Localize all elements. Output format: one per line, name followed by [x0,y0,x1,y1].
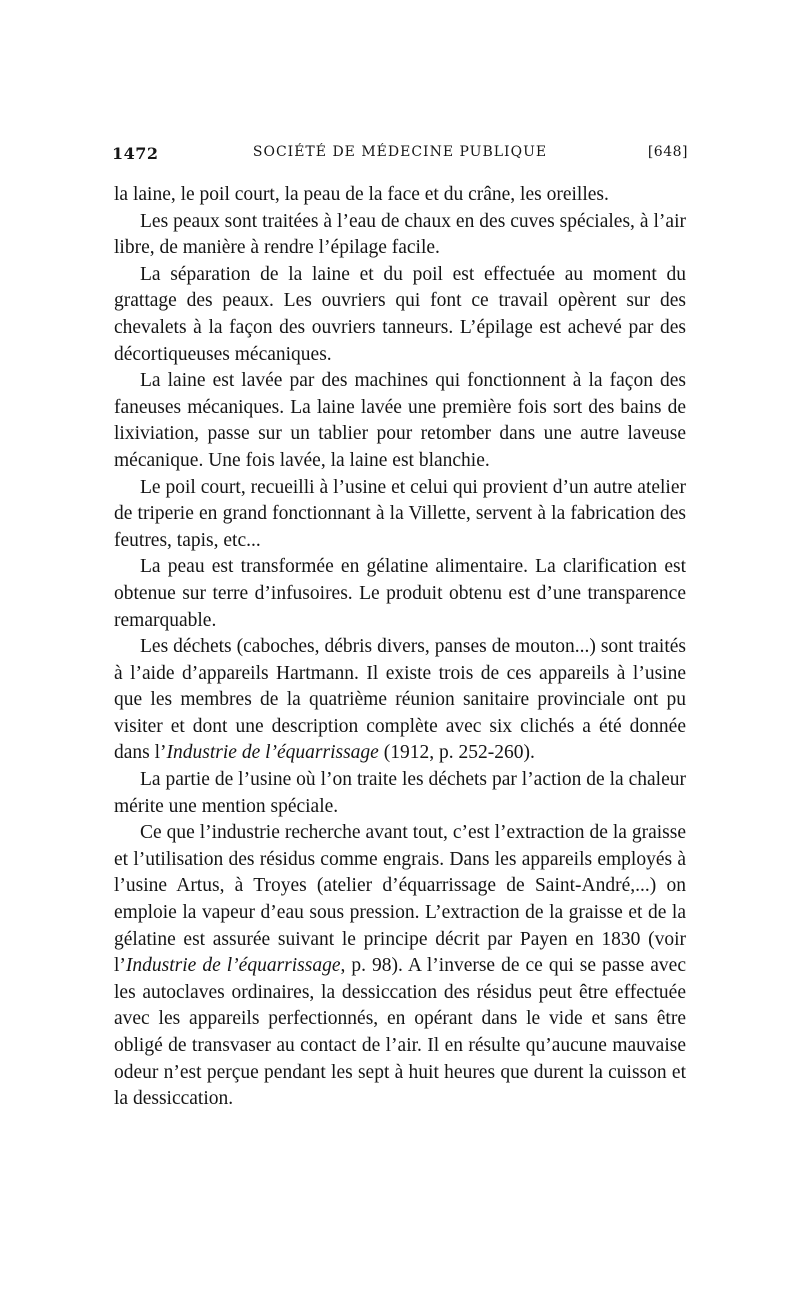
body-text [114,182,686,1113]
running-header [112,144,688,168]
paragraph-gelatin: La peau est transformée en gélatine alimentaire. La clarification est obtenue sur terre d’infusoires. Le produit obtenu est d’une transparence remarquable. [114,556,686,631]
paragraph-grease-conclusion: , p. 98). A l’inverse de ce qui se passe avec les autoclaves ordinaires, la dessiccation des résidus peut être effectuée avec les appareils perfectionnés, en opérant dans le vide et sans être obligé de transvaser au contact de l’air. Il en résulte qu’aucune mauvaise odeur n’est perçue pendant les sept à huit heures que durent la cuisson et la dessiccation. [114,955,686,1110]
paragraph-heat-treatment: La partie de l’usine où l’on traite les déchets par l’action de la chaleur mérite une mention spéciale. [114,769,686,817]
journal-citation: Industrie de l’équarrissage [166,742,379,764]
paragraph-wool-parts: la laine, le poil court, la peau de la face et du crâne, les oreilles. [114,184,609,205]
paragraph-waste [114,634,686,767]
citation-reference: (1912, p. 252-260). [378,742,535,764]
paragraph-separation: La séparation de la laine et du poil est effectuée au moment du grattage des peaux. Les ouvriers qui font ce travail opèrent sur des chevalets à la façon des ouvriers tanneurs. L’épilage est achevé par des décortiqueuses mécaniques. [114,263,686,365]
journal-title: SOCIÉTÉ DE MÉDECINE PUBLIQUE [252,144,548,160]
paragraph-waste-text: Les déchets (caboches, débris divers, panses de mouton...) sont traités à l’aide d’appareils Hartmann. Il existe trois de ces appareils à l’usine que les membres de la quatrième réunion sanitaire provinciale ont pu visiter et dont une description complète avec six clichés a été donnée dans l’ [114,636,686,764]
paragraph-lime-water: Les peaux sont traitées à l’eau de chaux en des cuves spéciales, à l’air libre, de manière à rendre l’épilage facile. [114,210,686,259]
paragraph-short-hair: Le poil court, recueilli à l’usine et celui qui provient d’un autre atelier de triperie en grand fonctionnant à la Villette, servent à la fabrication des feutres, tapis, etc... [114,476,686,551]
journal-citation: Industrie de l’équarrissage [125,955,341,977]
paragraph-grease-text: Ce que l’industrie recherche avant tout, c’est l’extraction de la graisse et l’utilisation des résidus comme engrais. Dans les appareils employés à l’usine Artus, à Troyes (atelier d’équarrissage de Saint-André,...) on emploie la vapeur d’eau sous pression. L’extraction de la graisse et de la gélatine est assurée suivant le principe décrit par Payen en 1830 (voir l’ [114,822,686,977]
paragraph-grease-extraction [114,820,686,1113]
paragraph-wool-washing: La laine est lavée par des machines qui fonctionnent à la façon des faneuses mécaniques. La laine lavée une première fois sort des bains de lixiviation, passe sur un tablier pour retomber dans une autre laveuse mécanique. Une fois lavée, la laine est blanchie. [114,370,686,471]
section-number: [648] [647,144,688,160]
page-number: 1472 [112,144,159,163]
